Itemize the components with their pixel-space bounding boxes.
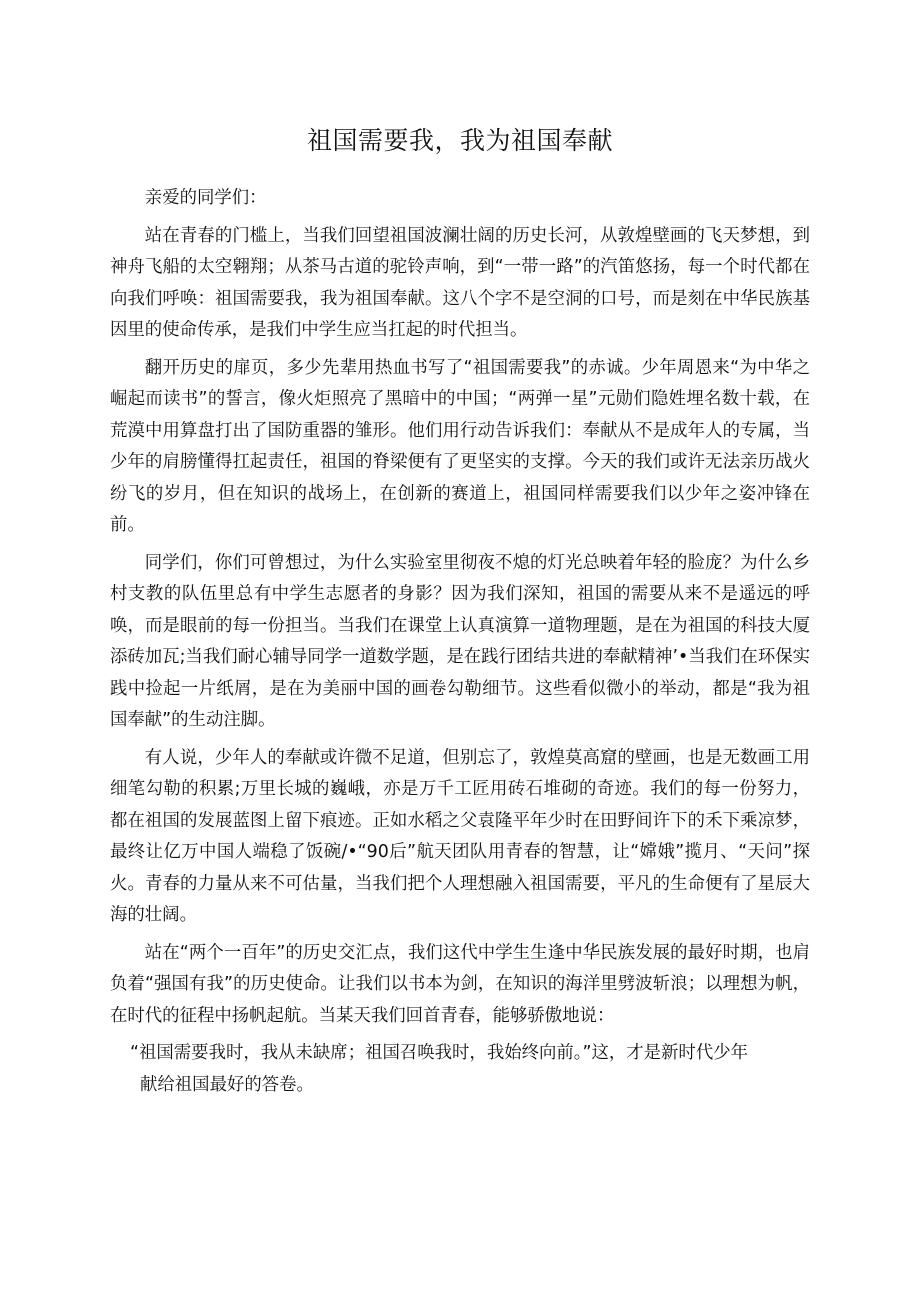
- paragraph-3: 同学们，你们可曾想过，为什么实验室里彻夜不熄的灯光总映着年轻的脸庞？为什么乡村支教的队伍里总有中学生志愿者的身影？因为我们深知，祖国的需要从来不是遥远的呼唤，而是眼前的每一份担当。当我们在课堂上认真演算一道物理题，是在为祖国的科技大厦添砖加瓦;当我们耐心辅导同学一道数学题，是在践行团结共进的奉献精神’•当我们在环保实践中捡起一片纸屑，是在为美丽中国的画卷勾勒细节。这些看似微小的举动，都是“我为祖国奉献”的生动注脚。: [110, 552, 810, 730]
- closing-line: 献给祖国最好的答卷。: [140, 1074, 314, 1095]
- paragraph-4: 有人说，少年人的奉献或许微不足道，但别忘了，敦煌莫高窟的壁画，也是无数画工用细笔勾勒的积累;万里长城的巍峨，亦是万千工匠用砖石堆砌的奇迹。我们的每一份努力，都在祖国的发展蓝图上留下痕迹。正如水稻之父袁隆平年少时在田野间许下的禾下乘凉梦，最终让亿万中国人端稳了饭碗/•“90后”航天团队用青春的智慧，让“嫦娥”揽月、“天问”探火。青春的力量从来不可估量，当我们把个人理想融入祖国需要，平凡的生命便有了星辰大海的壮阔。: [110, 747, 810, 925]
- document-title: 祖国需要我，我为祖国奉献: [306, 126, 613, 155]
- paragraph-5: 站在“两个一百年”的历史交汇点，我们这代中学生生逢中华民族发展的最好时期，也肩负着“强国有我”的历史使命。让我们以书本为剑，在知识的海洋里劈波斩浪；以理想为帆，在时代的征程中扬帆起航。当某天我们回首青春，能够骄傲地说：: [110, 942, 810, 1026]
- paragraph-1: 站在青春的门槛上，当我们回望祖国波澜壮阔的历史长河，从敦煌壁画的飞天梦想，到神舟飞船的太空翱翔；从茶马古道的驼铃声响，到“一带一路”的汽笛悠扬，每一个时代都在向我们呼唤：祖国需要我，我为祖国奉献。这八个字不是空洞的口号，而是刻在中华民族基因里的使命传承，是我们中学生应当扛起的时代担当。: [110, 225, 810, 340]
- quote-line: “祖国需要我时，我从未缺席；祖国召唤我时，我始终向前。”这，才是新时代少年: [130, 1043, 748, 1063]
- greeting: 亲爱的同学们：: [144, 188, 267, 208]
- document-body: [110, 183, 810, 1101]
- paragraph-2: 翻开历史的扉页，多少先辈用热血书写了“祖国需要我”的赤诚。少年周恩来“为中华之崛起而读书”的誓言，像火炬照亮了黑暗中的中国；“两弹一星”元勋们隐姓埋名数十载，在荒漠中用算盘打出了国防重器的雏形。他们用行动告诉我们：奉献从不是成年人的专属，当少年的肩膀懂得扛起责任，祖国的脊梁便有了更坚实的支撑。今天的我们或许无法亲历战火纷飞的岁月，但在知识的战场上，在创新的赛道上，祖国同样需要我们以少年之姿冲锋在前。: [110, 357, 810, 535]
